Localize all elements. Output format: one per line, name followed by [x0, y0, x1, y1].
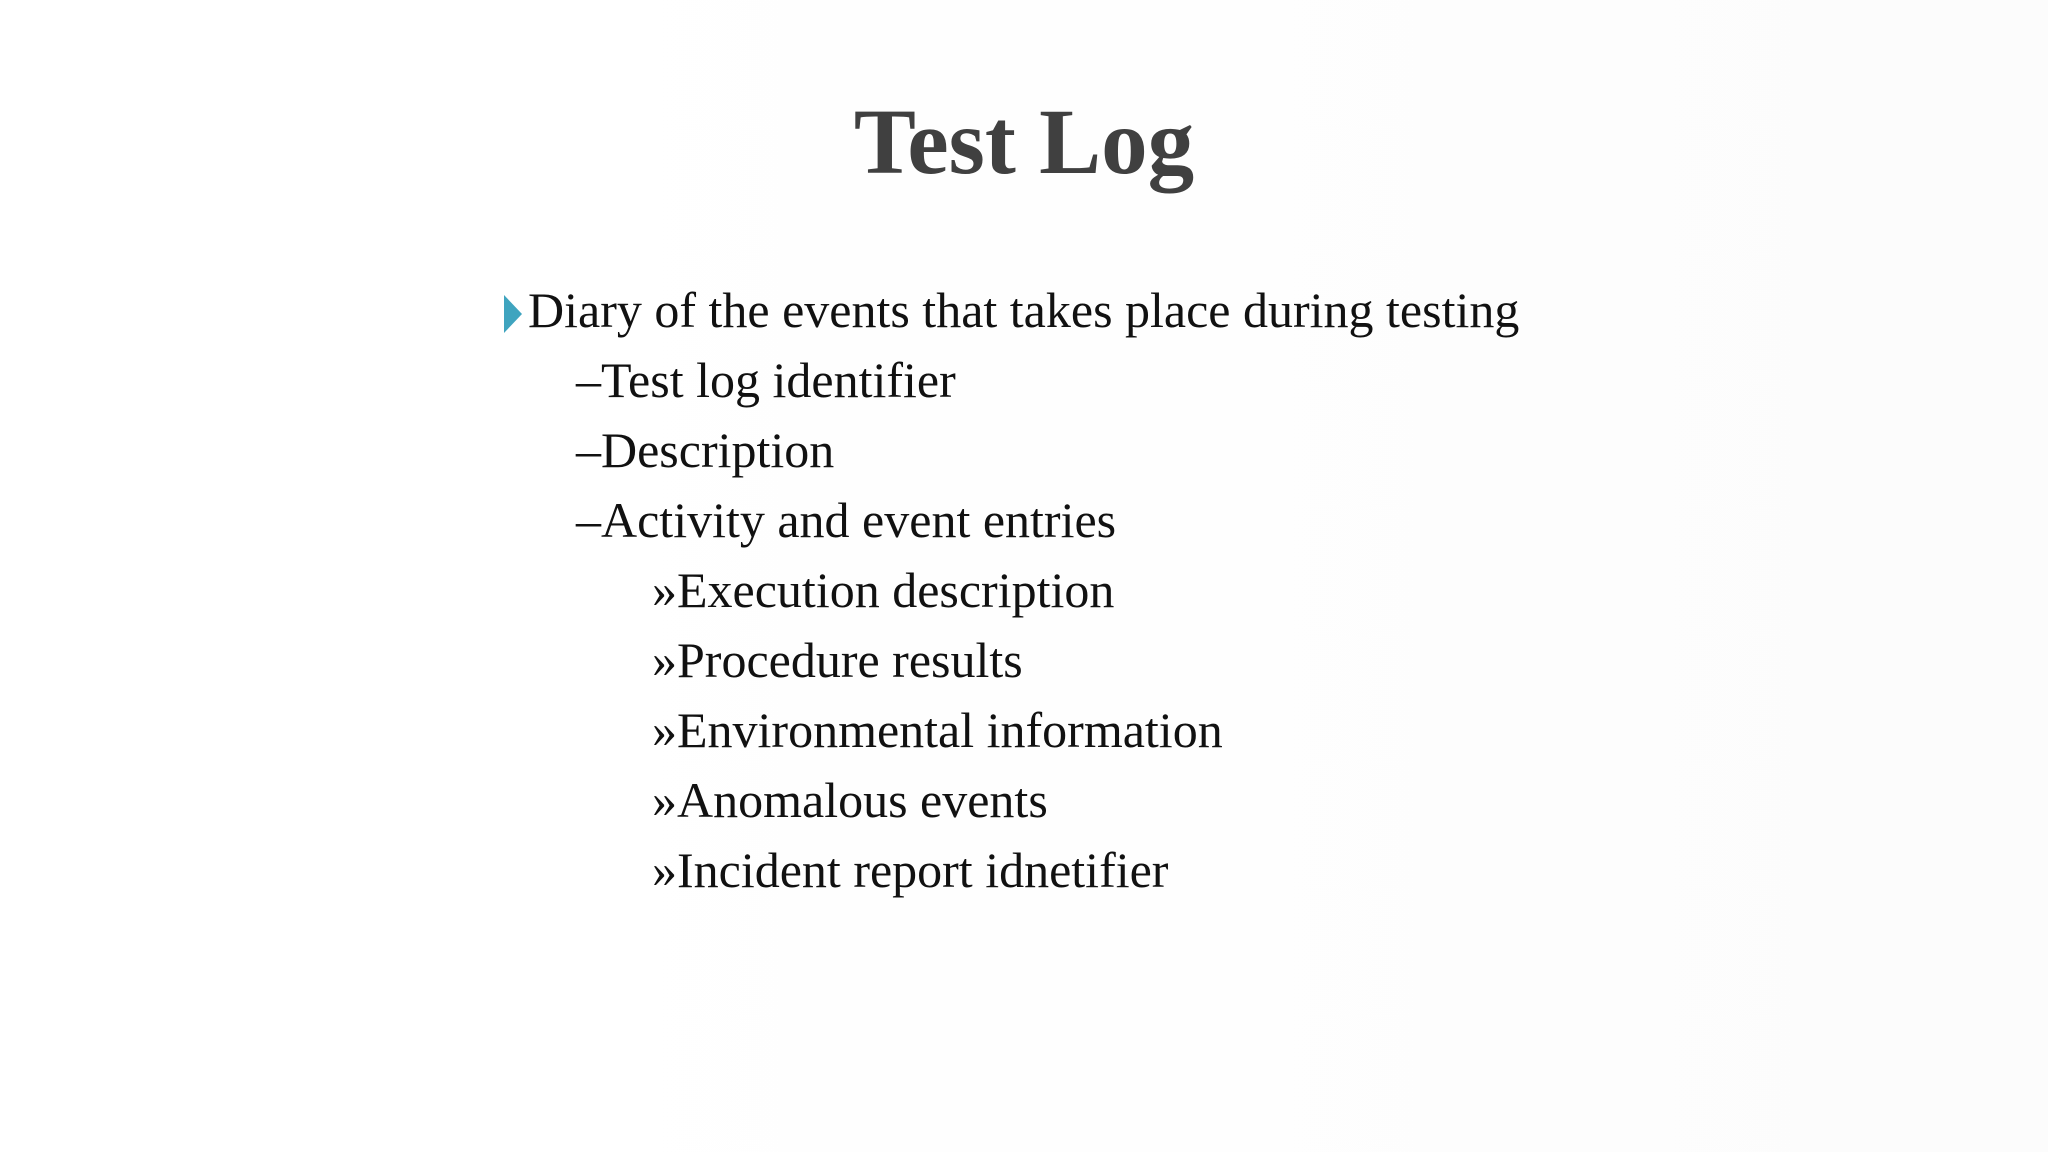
chevron-marker: »	[652, 702, 677, 758]
bullet-text: Execution description	[677, 562, 1115, 618]
bullet-text: Anomalous events	[677, 772, 1048, 828]
bullet-text: Test log identifier	[601, 352, 956, 408]
dash-marker: –	[576, 422, 601, 478]
triangle-bullet-icon	[504, 295, 522, 333]
bullet-text: Procedure results	[677, 632, 1023, 688]
sub-bullet-item	[576, 490, 1116, 550]
bullet-text: Activity and event entries	[601, 492, 1117, 548]
sub-sub-bullet-item	[652, 700, 1223, 760]
chevron-marker: »	[652, 632, 677, 688]
slide-title: Test Log	[853, 91, 1195, 194]
sub-sub-bullet-item	[652, 840, 1168, 900]
sub-sub-bullet-item	[652, 560, 1114, 620]
sub-bullet-item	[576, 350, 956, 410]
chevron-marker: »	[652, 842, 677, 898]
chevron-marker: »	[652, 772, 677, 828]
bullet-text: Description	[601, 422, 835, 478]
sub-sub-bullet-item	[652, 630, 1023, 690]
dash-marker: –	[576, 352, 601, 408]
sub-sub-bullet-item	[652, 770, 1048, 830]
chevron-marker: »	[652, 562, 677, 618]
bullet-item	[504, 280, 1519, 340]
bullet-text: Diary of the events that takes place during testing	[528, 282, 1520, 338]
dash-marker: –	[576, 492, 601, 548]
sub-bullet-item	[576, 420, 834, 480]
bullet-text: Environmental information	[677, 702, 1223, 758]
bullet-text: Incident report idnetifier	[677, 842, 1169, 898]
